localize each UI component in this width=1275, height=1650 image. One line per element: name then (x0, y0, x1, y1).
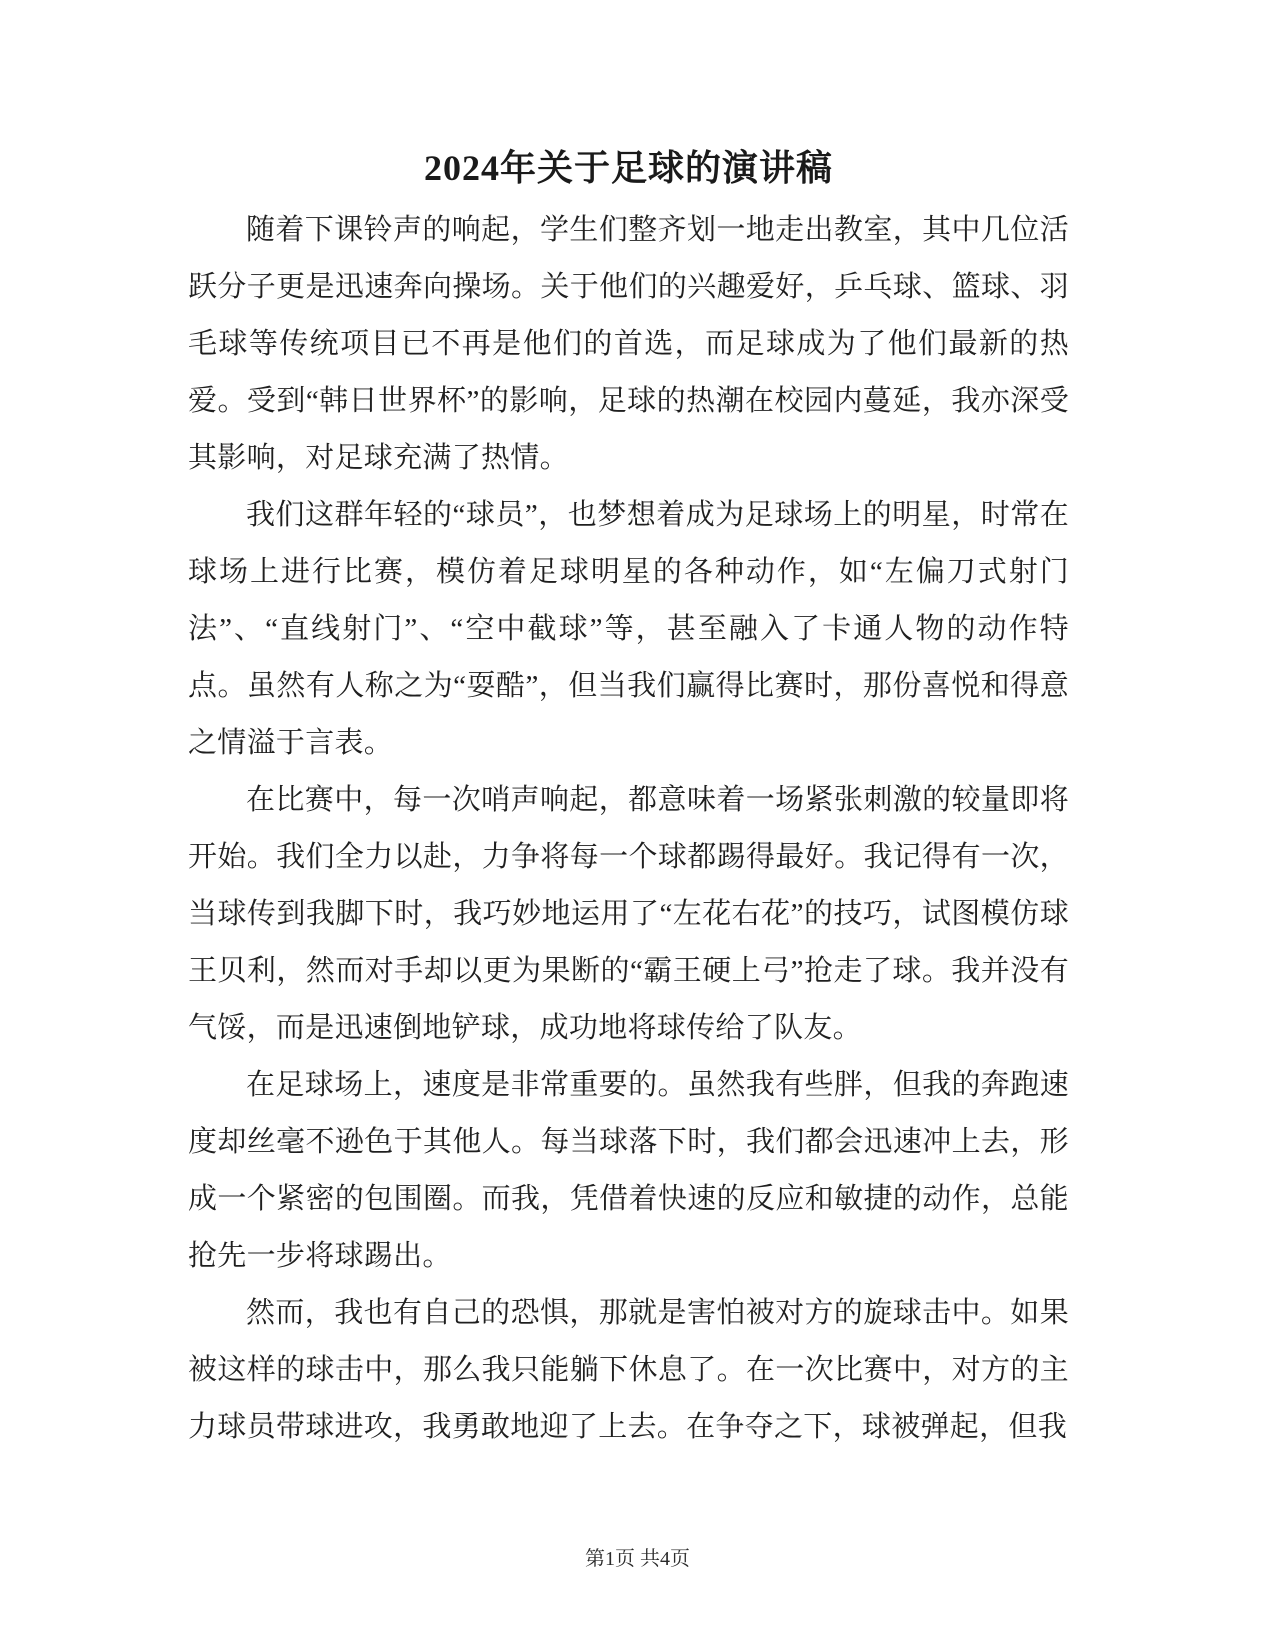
body-paragraph-3: 在比赛中，每一次哨声响起，都意味着一场紧张刺激的较量即将开始。我们全力以赴，力争将每一个球都踢得最好。我记得有一次，当球传到我脚下时，我巧妙地运用了“左花右花”的技巧，试图模仿球王贝利，然而对手却以更为果断的“霸王硬上弓”抢走了球。我并没有气馁，而是迅速倒地铲球，成功地将球传给了队友。 (188, 784, 1069, 1044)
body-paragraph-2: 我们这群年轻的“球员”，也梦想着成为足球场上的明星，时常在球场上进行比赛，模仿着足球明星的各种动作，如“左偏刀式射门法”、“直线射门”、“空中截球”等，甚至融入了卡通人物的动作特点。虽然有人称之为“耍酷”，但当我们赢得比赛时，那份喜悦和得意之情溢于言表。 (188, 499, 1069, 759)
body-paragraph-5: 然而，我也有自己的恐惧，那就是害怕被对方的旋球击中。如果被这样的球击中，那么我只能躺下休息了。在一次比赛中，对方的主力球员带球进攻，我勇敢地迎了上去。在争夺之下，球被弹起，但我 (188, 1297, 1069, 1443)
body-paragraph-1: 随着下课铃声的响起，学生们整齐划一地走出教室，其中几位活跃分子更是迅速奔向操场。关于他们的兴趣爱好，乒乓球、篮球、羽毛球等传统项目已不再是他们的首选，而足球成为了他们最新的热爱。受到“韩日世界杯”的影响，足球的热潮在校园内蔓延，我亦深受其影响，对足球充满了热情。 (188, 214, 1069, 474)
page-number-indicator: 第1页 共4页 (585, 1548, 690, 1570)
document-title: 2024年关于足球的演讲稿 (423, 148, 833, 188)
body-paragraph-4: 在足球场上，速度是非常重要的。虽然我有些胖，但我的奔跑速度却丝毫不逊色于其他人。每当球落下时，我们都会迅速冲上去，形成一个紧密的包围圈。而我，凭借着快速的反应和敏捷的动作，总能抢先一步将球踢出。 (188, 1069, 1069, 1272)
document-content (188, 142, 1069, 1456)
